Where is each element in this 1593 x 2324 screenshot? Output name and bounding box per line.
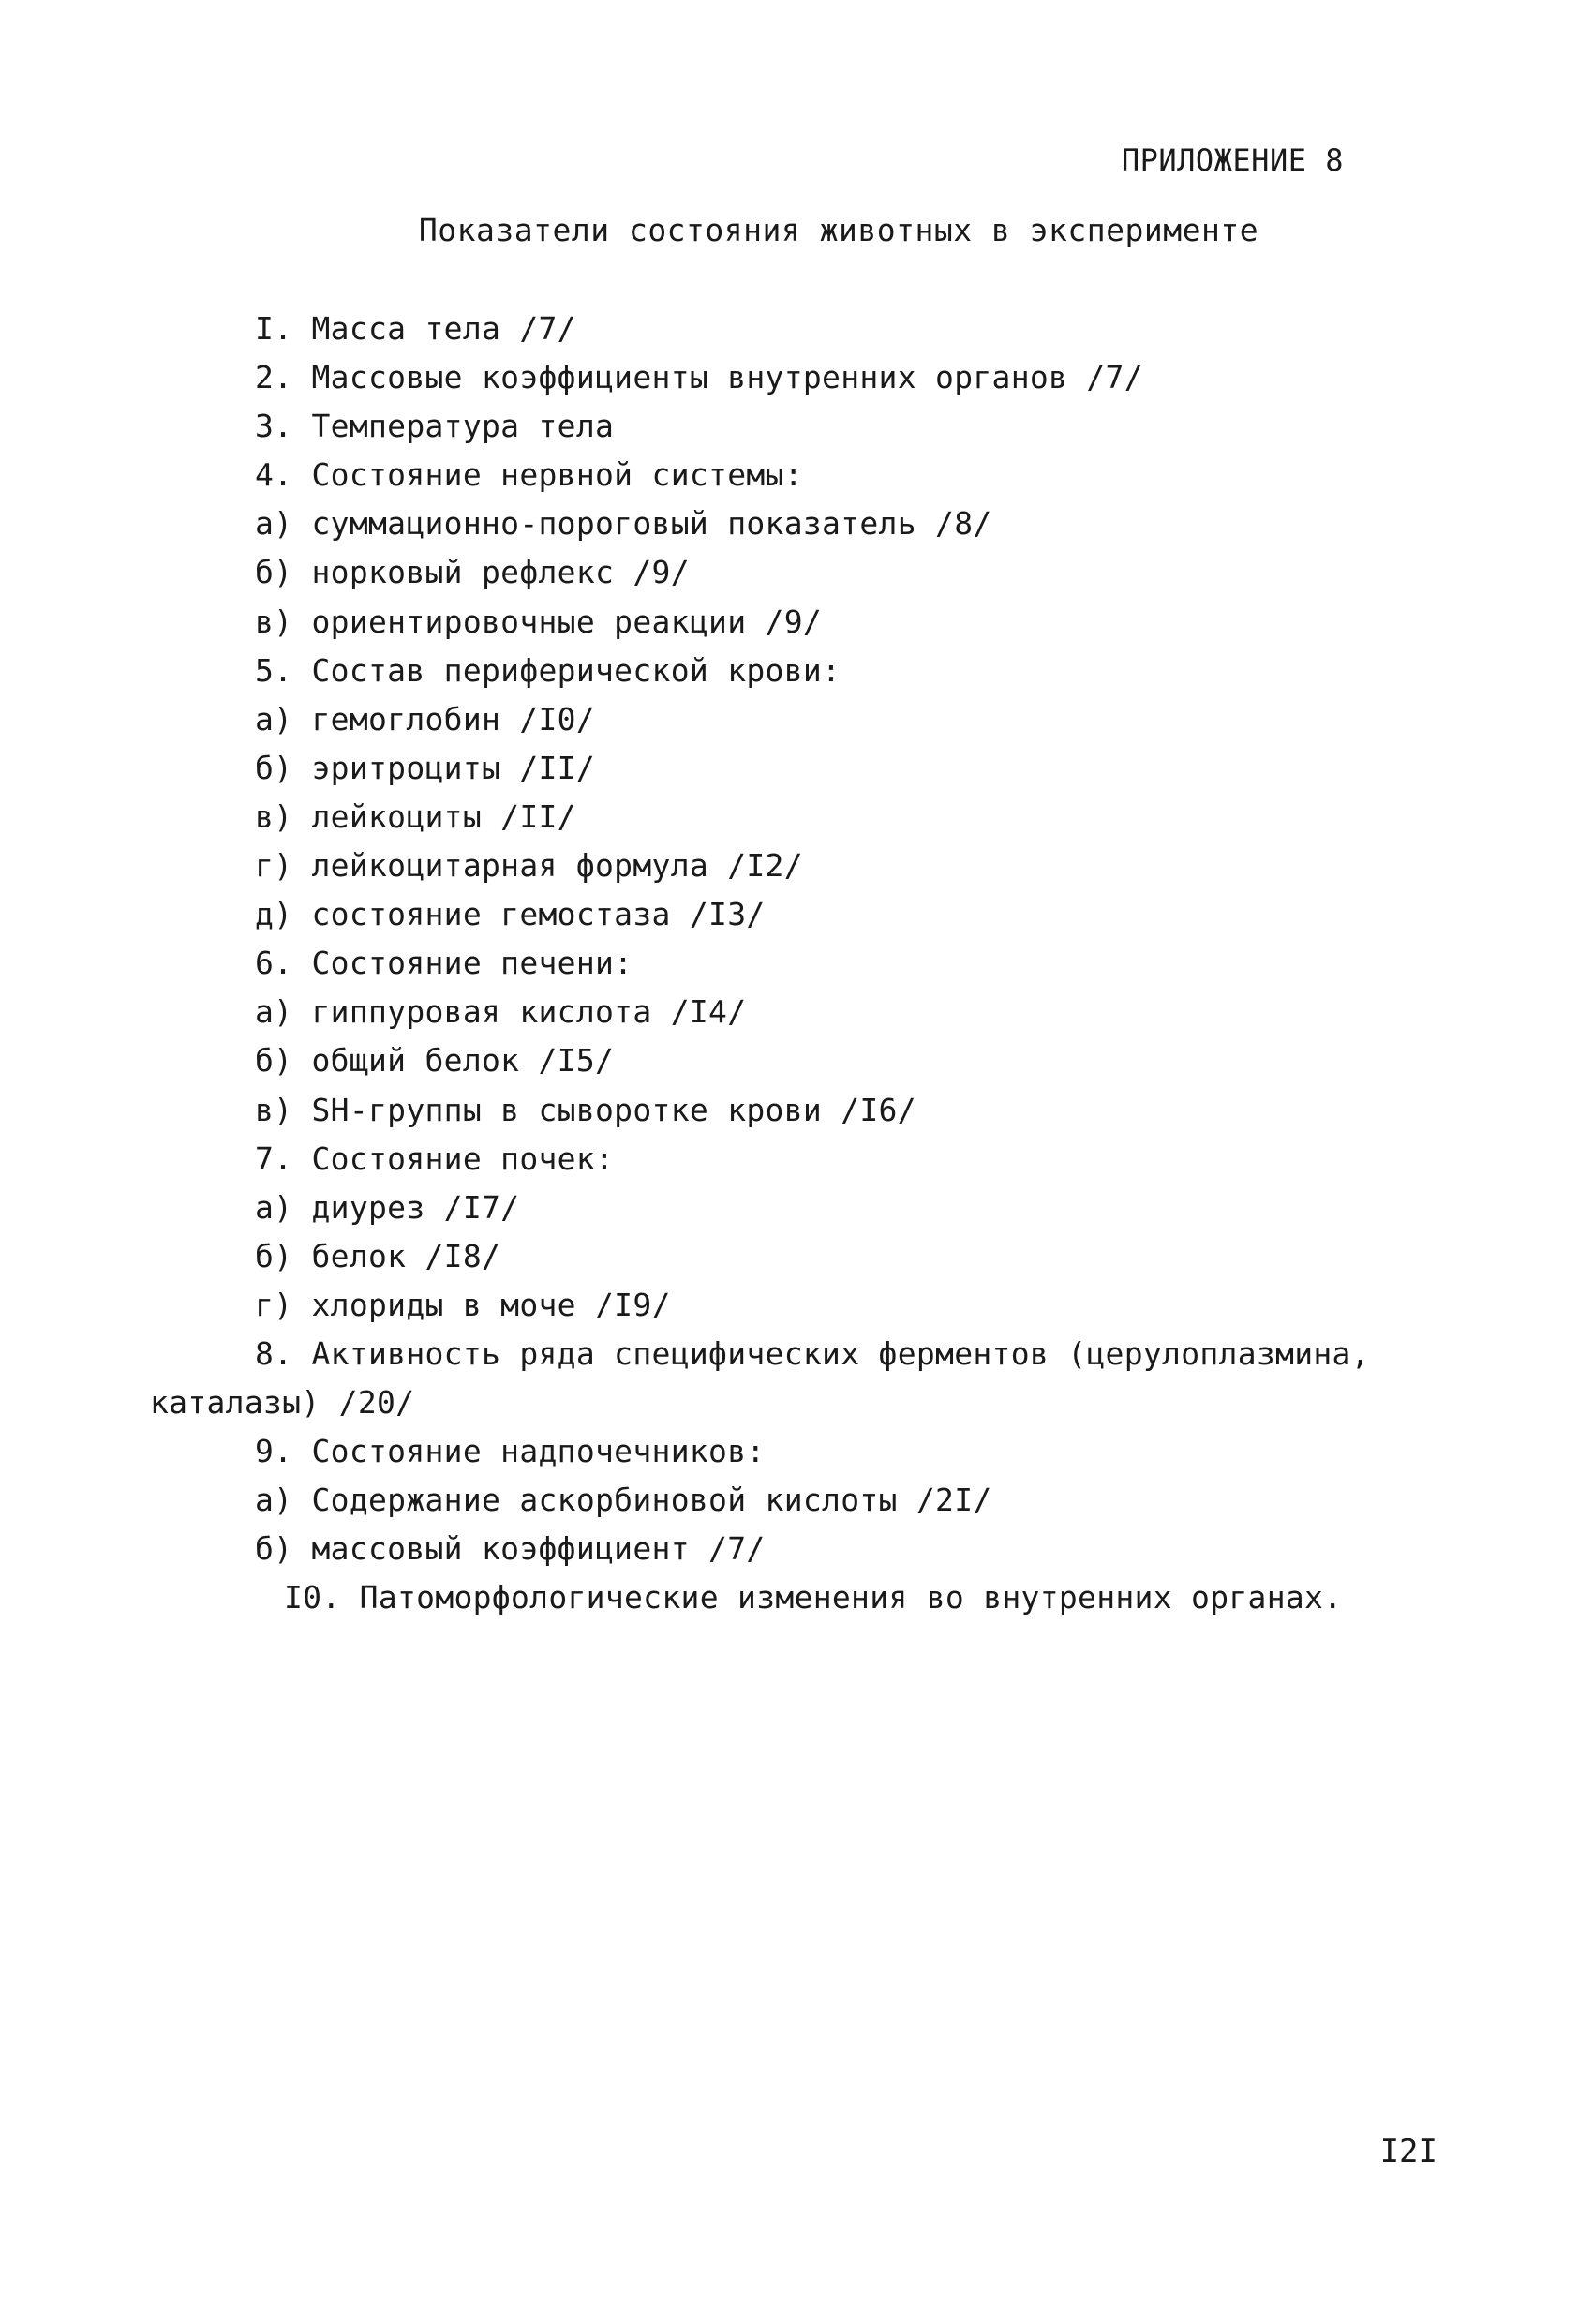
list-item: б) белок /I8/	[255, 1237, 501, 1274]
list-item: I0. Патоморфологические изменения во внутренних органах.	[284, 1579, 1343, 1616]
list-item: г) лейкоцитарная формула /I2/	[255, 847, 803, 885]
list-item: б) общий белок /I5/	[255, 1042, 615, 1080]
list-item: 4. Состояние нервной системы:	[255, 456, 803, 494]
list-item: б) норковый рефлекс /9/	[255, 554, 690, 591]
list-item: 8. Активность ряда специфических ферментов (церулоплазмина,	[255, 1334, 1370, 1372]
list-item: 7. Состояние почек:	[255, 1140, 615, 1177]
list-item: а) Содержание аскорбиновой кислоты /2I/	[255, 1482, 992, 1519]
list-item: 9. Состояние надпочечников:	[255, 1433, 766, 1470]
list-item: 2. Массовые коэффициенты внутренних органов /7/	[255, 359, 1143, 396]
list-item: а) гиппуровая кислота /I4/	[255, 993, 747, 1031]
document-title: Показатели состояния животных в эксперименте	[418, 212, 1259, 248]
page-number: I2I	[1379, 2133, 1437, 2170]
list-item: а) диурез /I7/	[255, 1188, 520, 1226]
list-item: а) гемоглобин /I0/	[255, 700, 596, 737]
indicator-list	[0, 305, 1593, 1623]
list-item-continuation: каталазы) /20/	[150, 1384, 415, 1422]
list-item: д) состояние гемостаза /I3/	[255, 896, 766, 933]
list-item: в) лейкоциты /II/	[255, 797, 576, 835]
list-item: 5. Состав периферической крови:	[255, 651, 841, 689]
list-item: б) массовый коэффициент /7/	[255, 1530, 766, 1568]
list-item: б) эритроциты /II/	[255, 749, 596, 786]
list-item: в) SH-группы в сыворотке крови /I6/	[255, 1091, 916, 1128]
list-item: г) хлориды в моче /I9/	[255, 1286, 671, 1323]
list-item: 6. Состояние печени:	[255, 945, 633, 982]
appendix-label: ПРИЛОЖЕНИЕ 8	[1121, 142, 1344, 178]
list-item: а) суммационно-пороговый показатель /8/	[255, 505, 992, 543]
list-item: I. Масса тела /7/	[255, 310, 576, 347]
list-item: в) ориентировочные реакции /9/	[255, 603, 823, 640]
list-item: 3. Температура тела	[255, 408, 615, 445]
